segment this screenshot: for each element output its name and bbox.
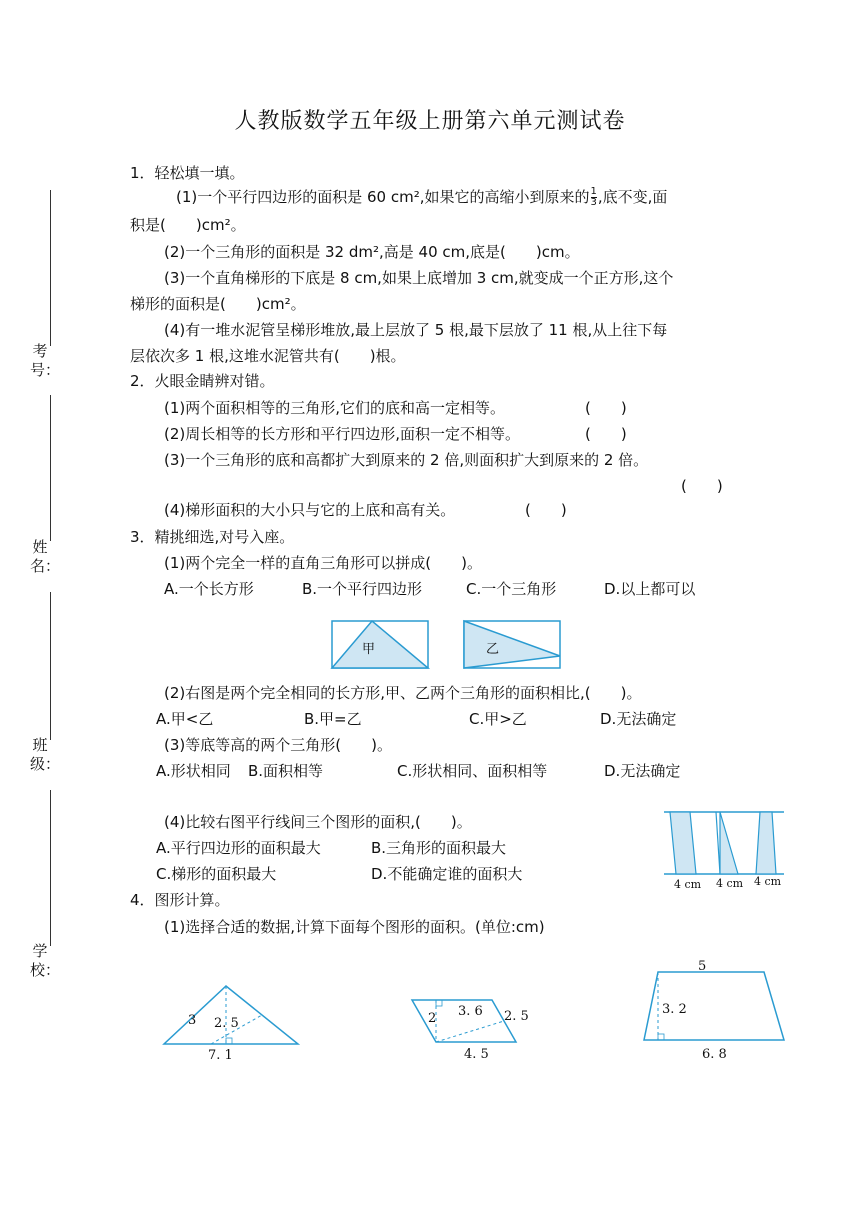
s3-q2-option-b[interactable]: B.甲=乙 — [304, 710, 362, 728]
trapezoid-shape — [756, 812, 776, 874]
s2-q2-answer-paren[interactable]: ( ) — [585, 425, 627, 443]
s3-q2-option-d[interactable]: D.无法确定 — [600, 710, 677, 728]
s3-q2-option-a[interactable]: A.甲<乙 — [156, 710, 214, 728]
s3-q2: (2)右图是两个完全相同的长方形,甲、乙两个三角形的面积相比,( )。 — [164, 684, 642, 702]
s3-q3-option-a[interactable]: A.形状相同 — [156, 762, 231, 780]
name-label: 姓名： — [30, 538, 61, 575]
triangle-base-label: 7. 1 — [208, 1048, 233, 1062]
triangle-figure — [158, 980, 304, 1062]
s1-q1-text-b: ,底不变,面 — [597, 188, 668, 206]
parallelogram-side-label: 3. 6 — [458, 1004, 483, 1019]
parallelogram-shape — [670, 812, 696, 874]
fraction-denominator: 3 — [590, 197, 597, 208]
label-jia: 甲 — [362, 642, 376, 657]
s3-q1-option-a[interactable]: A.一个长方形 — [164, 580, 254, 598]
trapezoid-figure — [638, 956, 792, 1064]
parallelogram-height-label: 2 — [428, 1011, 437, 1026]
sidebar-line — [50, 592, 51, 740]
s1-q4-line2: 层依次多 1 根,这堆水泥管共有( )根。 — [130, 347, 406, 365]
fraction-numerator: 1 — [590, 186, 597, 197]
s3-q1-option-c[interactable]: C.一个三角形 — [466, 580, 557, 598]
s3-q4-option-c[interactable]: C.梯形的面积最大 — [156, 865, 277, 883]
s2-q2: (2)周长相等的长方形和平行四边形,面积一定不相等。 — [164, 425, 521, 443]
s1-q1-line1 — [176, 186, 667, 208]
parallelogram-figure — [408, 992, 530, 1062]
section-2-heading: 2．火眼金睛辨对错。 — [130, 372, 275, 390]
s1-q4-line1: (4)有一堆水泥管呈梯形堆放,最上层放了 5 根,最下层放了 11 根,从上往下每 — [164, 321, 668, 339]
s3-q3-option-c[interactable]: C.形状相同、面积相等 — [397, 762, 548, 780]
triangle-jia — [332, 621, 428, 668]
width-label: 4 cm — [754, 875, 782, 888]
s3-q4: (4)比较右图平行线间三个图形的面积,( )。 — [164, 813, 472, 831]
right-angle-mark — [658, 1034, 664, 1040]
parallelogram-second-height-label: 2. 5 — [504, 1009, 529, 1024]
parallelogram-second-height-line — [436, 1021, 504, 1042]
exam-no-label: 考号： — [30, 342, 61, 379]
school-label: 学校： — [30, 942, 61, 979]
s3-q1-option-d[interactable]: D.以上都可以 — [604, 580, 696, 598]
width-label: 4 cm — [674, 878, 702, 891]
s3-q3-option-d[interactable]: D.无法确定 — [604, 762, 681, 780]
s3-q1-option-b[interactable]: B.一个平行四边形 — [302, 580, 423, 598]
s1-q1-line2: 积是( )cm²。 — [130, 216, 246, 234]
section-1-heading: 1．轻松填一填。 — [130, 164, 245, 182]
parallel-lines-figure — [660, 808, 786, 892]
s1-q3-line2: 梯形的面积是( )cm²。 — [130, 295, 306, 313]
triangle-yi — [464, 621, 560, 668]
s3-q3-option-b[interactable]: B.面积相等 — [248, 762, 324, 780]
triangle-outline — [164, 986, 298, 1044]
s3-q4-option-a[interactable]: A.平行四边形的面积最大 — [156, 839, 321, 857]
triangle-second-height-label: 2. 5 — [214, 1016, 239, 1031]
triangle-height-label: 3 — [188, 1013, 197, 1028]
s3-q4-option-b[interactable]: B.三角形的面积最大 — [371, 839, 507, 857]
section-4-heading: 4．图形计算。 — [130, 891, 230, 909]
right-angle-mark — [436, 1000, 442, 1006]
sidebar-line — [50, 395, 51, 541]
s3-q4-option-d[interactable]: D.不能确定谁的面积大 — [371, 865, 523, 883]
s1-q1-text-a: (1)一个平行四边形的面积是 60 cm²,如果它的高缩小到原来的 — [176, 188, 590, 206]
trapezoid-bottom-label: 6. 8 — [702, 1047, 727, 1062]
s2-q1: (1)两个面积相等的三角形,它们的底和高一定相等。 — [164, 399, 506, 417]
s3-q1: (1)两个完全一样的直角三角形可以拼成( )。 — [164, 554, 482, 572]
one-third-fraction — [591, 187, 597, 208]
s2-q4-answer-paren[interactable]: ( ) — [525, 501, 567, 519]
s2-q1-answer-paren[interactable]: ( ) — [585, 399, 627, 417]
section-3-heading: 3．精挑细选,对号入座。 — [130, 528, 295, 546]
right-angle-mark — [226, 1038, 232, 1044]
s4-q1: (1)选择合适的数据,计算下面每个图形的面积。(单位:cm) — [164, 918, 545, 936]
s1-q3-line1: (3)一个直角梯形的下底是 8 cm,如果上底增加 3 cm,就变成一个正方形,这个 — [164, 269, 674, 287]
trapezoid-height-label: 3. 2 — [662, 1002, 687, 1017]
s3-q3: (3)等底等高的两个三角形( )。 — [164, 736, 392, 754]
page-title: 人教版数学五年级上册第六单元测试卷 — [234, 109, 626, 134]
s3-q2-option-c[interactable]: C.甲>乙 — [469, 710, 527, 728]
s2-q3: (3)一个三角形的底和高都扩大到原来的 2 倍,则面积扩大到原来的 2 倍。 — [164, 451, 649, 469]
triangle-shape — [720, 812, 738, 874]
sidebar-line — [50, 790, 51, 946]
label-yi: 乙 — [486, 642, 500, 657]
width-label: 4 cm — [716, 877, 744, 890]
class-label: 班级： — [30, 736, 61, 773]
parallelogram-base-label: 4. 5 — [464, 1047, 489, 1062]
trapezoid-top-label: 5 — [698, 959, 707, 974]
s1-q2: (2)一个三角形的面积是 32 dm²,高是 40 cm,底是( )cm。 — [164, 243, 580, 261]
rectangles-jia-yi-figure — [328, 618, 568, 672]
s2-q3-answer-paren[interactable]: ( ) — [681, 477, 723, 495]
s2-q4: (4)梯形面积的大小只与它的上底和高有关。 — [164, 501, 456, 519]
sidebar-line — [50, 190, 51, 346]
